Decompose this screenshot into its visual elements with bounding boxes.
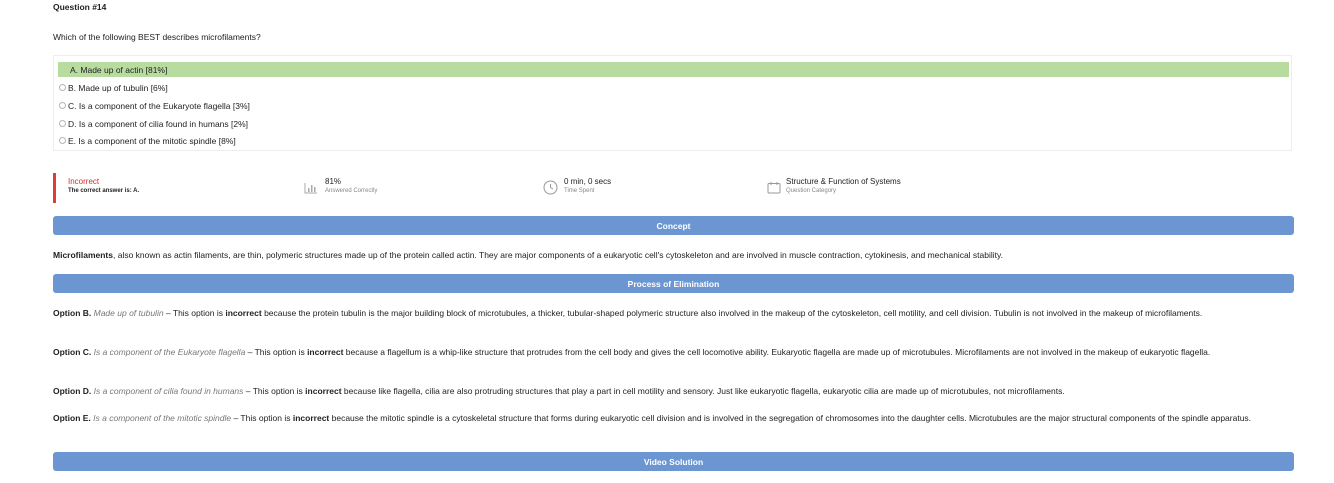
option-label: Option D.: [53, 386, 92, 396]
option-text: because like flagella, cilia are also protruding structures that play a part in cell motility and sensory. Just like eukaryotic flagella, eukaryotic cilia are made up of microtubules, not microfilaments.: [341, 386, 1065, 396]
question-number: Question #14: [53, 2, 107, 12]
option-text: because the protein tubulin is the major building block of microtubules, a thicker, tubular-shaped polymeric structure also involved in the makeup of the cytoskeleton, cell motility, and cell division. Tubulin is not involved in the makeup of microfilaments.: [261, 308, 1203, 318]
question-text: Which of the following BEST describes microfilaments?: [53, 32, 261, 42]
choice-d[interactable]: [58, 116, 1289, 131]
option-verdict: incorrect: [292, 413, 330, 423]
concept-paragraph: [53, 249, 1293, 262]
option-label: Option B.: [53, 308, 92, 318]
time-value: 0 min, 0 secs: [564, 177, 612, 186]
option-b-explanation: [53, 307, 1293, 320]
elimination-header[interactable]: Process of Elimination: [53, 274, 1294, 293]
concept-header[interactable]: Concept: [53, 216, 1294, 235]
option-c-explanation: [53, 346, 1293, 359]
option-verdict: incorrect: [307, 347, 344, 357]
concept-term: Microfilaments: [53, 250, 113, 260]
option-verdict: incorrect: [305, 386, 342, 396]
bar-chart-icon: [304, 182, 318, 194]
option-quote: Is a component of the Eukaryote flagella: [93, 347, 246, 357]
option-verdict: incorrect: [225, 308, 262, 318]
option-quote: Is a component of cilia found in humans: [93, 386, 244, 396]
choice-label: D. Is a component of cilia found in humans [2%]: [68, 118, 249, 129]
category-stat: [786, 177, 901, 194]
choice-label: E. Is a component of the mitotic spindle [8%]: [68, 135, 236, 146]
percent-label: Answered Correctly: [325, 188, 378, 194]
percent-value: 81%: [325, 177, 342, 186]
percent-correct-stat: [325, 177, 377, 194]
incorrect-indicator: [53, 173, 56, 203]
choice-label: C. Is a component of the Eukaryote flagella [3%]: [68, 100, 250, 111]
time-spent-stat: [564, 177, 611, 194]
clock-icon: [543, 180, 558, 195]
choice-e[interactable]: [58, 133, 1289, 148]
option-text: because the mitotic spindle is a cytoskeletal structure that forms during eukaryotic cell division and is involved in the segregation of chromosomes into the daughter cells. Microtubules are the major structural components of the spindle apparatus.: [329, 413, 1252, 423]
answer-choices: [53, 55, 1292, 151]
option-label: Option C.: [53, 347, 92, 357]
concept-text: , also known as actin filaments, are thin, polymeric structures made up of the protein called actin. They are major components of a eukaryotic cell's cytoskeleton and are involved in muscle contraction, cytokinesis, and mechanical stability.: [113, 250, 1003, 260]
result-status: [68, 177, 139, 194]
option-quote: Is a component of the mitotic spindle: [93, 413, 232, 423]
result-stats: [53, 173, 1293, 203]
time-label: Time Spent: [564, 188, 595, 194]
option-text: because a flagellum is a whip-like structure that protrudes from the cell body and gives the cell locomotive ability. Eukaryotic flagella are made up of microtubules. Microfilaments are not involved in the makeup of eukaryotic flagella.: [343, 347, 1211, 357]
option-pre: – This option is: [245, 347, 308, 357]
option-quote: Made up of tubulin: [93, 308, 164, 318]
radio-button[interactable]: [59, 84, 66, 91]
option-label: Option E.: [53, 413, 91, 423]
radio-button[interactable]: [59, 120, 66, 127]
choice-b[interactable]: [58, 80, 1289, 95]
category-value: Structure & Function of Systems: [786, 177, 901, 186]
radio-button[interactable]: [59, 137, 66, 144]
category-label: Question Category: [786, 188, 837, 194]
correct-answer-text: The correct answer is: A.: [68, 188, 140, 194]
option-pre: – This option is: [231, 413, 293, 423]
option-pre: – This option is: [163, 308, 226, 318]
choice-label: B. Made up of tubulin [6%]: [68, 82, 168, 93]
radio-button[interactable]: [59, 102, 66, 109]
choice-c[interactable]: [58, 98, 1289, 113]
choice-a[interactable]: [58, 62, 1289, 77]
video-solution-header[interactable]: Video Solution: [53, 452, 1294, 471]
option-pre: – This option is: [243, 386, 306, 396]
option-d-explanation: [53, 385, 1293, 398]
option-e-explanation: [53, 412, 1293, 425]
choice-label: A. Made up of actin [81%]: [70, 64, 168, 75]
calendar-icon: [767, 181, 781, 194]
status-text: Incorrect: [68, 177, 100, 186]
